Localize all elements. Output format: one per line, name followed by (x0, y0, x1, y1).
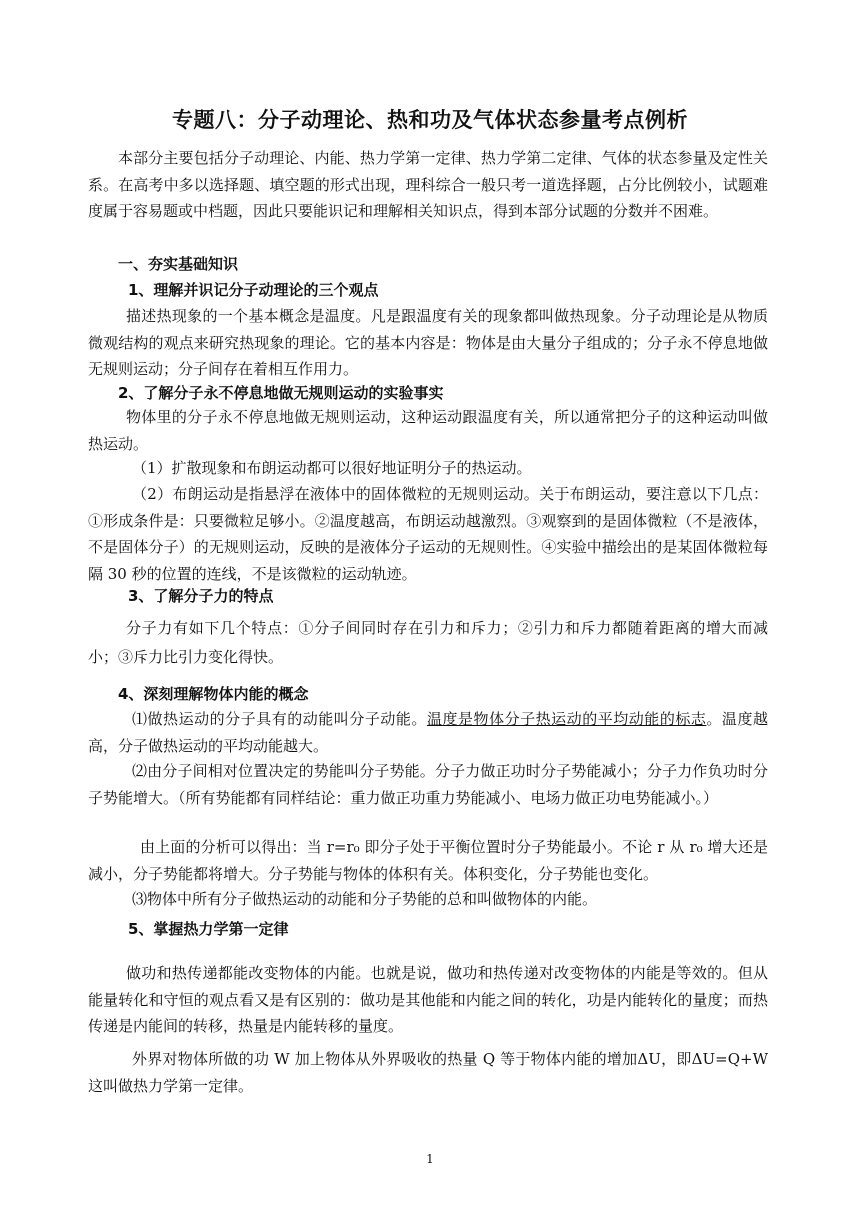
paragraph-2b: （2）布朗运动是指悬浮在液体中的固体微粒的无规则运动。关于布朗运动，要注意以下几点：①形成条件是：只要微粒足够小。②温度越高，布朗运动越激烈。③观察到的是固体微粒（不是液体，不是固体分子）的无规则运动，反映的是液体分子运动的无规则性。④实验中描绘出的是某固体微粒每隔 30 秒的位置的连线，不是该微粒的运动轨迹。 (88, 485, 768, 583)
page-title: 专题八：分子动理论、热和功及气体状态参量考点例析 (172, 108, 688, 132)
paragraph-4a (88, 706, 768, 759)
paragraph-4c: 由上面的分析可以得出：当 r=r₀ 即分子处于平衡位置时分子势能最小。不论 r 从 r₀ 增大还是减小，分子势能都将增大。分子势能与物体的体积有关。体积变化，分子势能也变化。 (88, 838, 768, 883)
paragraph-4b: ⑵由分子间相对位置决定的势能叫分子势能。分子力做正功时分子势能减小；分子力作负功时分子势能增大。（所有势能都有同样结论：重力做正功重力势能减小、电场力做正功电势能减小。） (88, 762, 768, 807)
paragraph-6: 外界对物体所做的功 W 加上物体从外界吸收的热量 Q 等于物体内能的增加ΔU，即ΔU=Q+W 这叫做热力学第一定律。 (88, 1050, 768, 1095)
paragraph-2a: （1）扩散现象和布朗运动都可以很好地证明分子的热运动。 (132, 459, 532, 477)
paragraph-4a-text: ⑴做热运动的分子具有的动能叫分子动能。 (132, 710, 427, 728)
underlined-definition: 温度是物体分子热运动的平均动能的标志 (426, 710, 707, 728)
intro-paragraph: 本部分主要包括分子动理论、内能、热力学第一定律、热力学第二定律、气体的状态参量及定性关系。在高考中多以选择题、填空题的形式出现，理科综合一般只考一道选择题，占分比例较小，试题难度属于容易题或中档题，因此只要能识记和理解相关知识点，得到本部分试题的分数并不困难。 (88, 149, 768, 220)
paragraph-4d: ⑶物体中所有分子做热运动的动能和分子势能的总和叫做物体的内能。 (132, 890, 598, 908)
subheading-4: 4、深刻理解物体内能的概念 (118, 685, 309, 703)
page-number: 1 (426, 1152, 434, 1166)
section-heading: 一、夯实基础知识 (118, 255, 239, 273)
subheading-5: 5、掌握热力学第一定律 (128, 920, 289, 938)
paragraph-2: 物体里的分子永不停息地做无规则运动，这种运动跟温度有关，所以通常把分子的这种运动叫做热运动。 (88, 408, 768, 453)
paragraph-3: 分子力有如下几个特点：①分子间同时存在引力和斥力；②引力和斥力都随着距离的增大而减小；③斥力比引力变化得快。 (88, 619, 768, 666)
subheading-3: 3、了解分子力的特点 (128, 587, 274, 605)
subheading-2: 2、了解分子永不停息地做无规则运动的实验事实 (118, 384, 444, 402)
subheading-1: 1、理解并识记分子动理论的三个观点 (128, 281, 379, 299)
paragraph-5: 做功和热传递都能改变物体的内能。也就是说，做功和热传递对改变物体的内能是等效的。但从能量转化和守恒的观点看又是有区别的：做功是其他能和内能之间的转化，功是内能转化的量度；而热传递是内能间的转移，热量是内能转移的量度。 (88, 964, 768, 1035)
paragraph-4a-text-end: 。温度越高，分子做热运动的平均动能越大。 (88, 710, 768, 755)
paragraph-1: 描述热现象的一个基本概念是温度。凡是跟温度有关的现象都叫做热现象。分子动理论是从物质微观结构的观点来研究热现象的理论。它的基本内容是：物体是由大量分子组成的；分子永不停息地做无规则运动；分子间存在着相互作用力。 (88, 307, 768, 378)
